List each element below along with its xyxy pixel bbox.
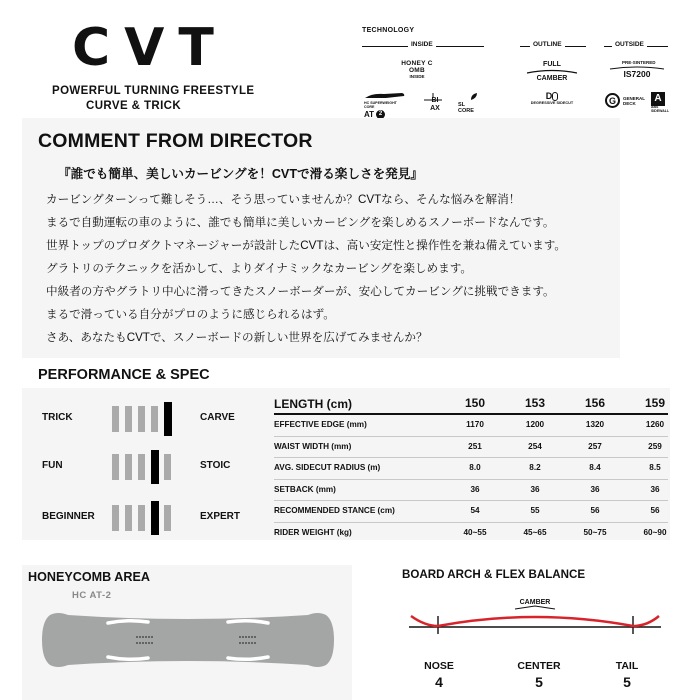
- comment-line: 世界トップのプロダクトマネージャーが設計したCVTは、高い安定性と操作性を兼ね備えています。: [46, 239, 566, 252]
- tech-group-inside: [362, 41, 484, 51]
- spec-cell: 54: [470, 506, 480, 515]
- comment-line: グラトリのテクニックを活かして、よりダイナミックなカービングを楽しめます。: [46, 262, 472, 275]
- rating-bar: [138, 406, 145, 432]
- product-logo: CVT: [72, 18, 228, 78]
- full-camber-label-2: CAMBER: [536, 75, 568, 83]
- camber-label: CAMBER: [519, 599, 551, 606]
- spec-cell: 50~75: [583, 527, 607, 537]
- rating-bar: [138, 505, 145, 531]
- camber-profile-diagram: [405, 588, 665, 648]
- tail-value: 5: [623, 674, 631, 690]
- rating-bar: [164, 454, 171, 480]
- comment-title: COMMENT FROM DIRECTOR: [38, 130, 313, 152]
- spec-cell: 254: [528, 441, 542, 451]
- spec-row-sidecut-radius: [274, 458, 668, 480]
- spec-length: 156: [584, 396, 606, 410]
- spec-row-recommended-stance: [274, 501, 668, 523]
- spec-row-label: WAIST WIDTH (mm): [274, 441, 352, 451]
- arch-title: BOARD ARCH & FLEX BALANCE: [402, 568, 586, 581]
- biax-label: BI AX: [430, 97, 440, 112]
- rating-row-fun-stoic: [22, 450, 252, 482]
- general-deck-label: GENERAL DECK: [623, 96, 645, 107]
- rating-right-label: STOIC: [200, 460, 231, 471]
- spec-cell: 60~90: [643, 527, 667, 537]
- rating-row-trick-carve: [22, 402, 252, 434]
- tech-group-outline: [520, 41, 586, 51]
- spec-row-rider-weight: [274, 523, 668, 545]
- degressive-label: DEGRESSIVE SIDECUT: [530, 101, 574, 106]
- spec-cell: 55: [530, 506, 540, 515]
- performance-title: PERFORMANCE & SPEC: [38, 367, 210, 383]
- rating-bar: [151, 406, 158, 432]
- rating-row-beginner-expert: [22, 501, 252, 533]
- base-icon: [608, 61, 666, 79]
- spec-cell: 259: [648, 441, 662, 451]
- spec-cell: 1320: [585, 420, 605, 429]
- comment-line: カービングターンって難しそう…、そう思っていませんか？CVTなら、そんな悩みを解消！: [46, 193, 521, 206]
- rating-bar: [125, 454, 132, 480]
- spec-cell: 251: [468, 441, 482, 451]
- nose-value: 4: [435, 674, 443, 690]
- honeycomb-subtitle: HC AT-2: [72, 590, 112, 601]
- abs-sidewall-a-icon: A: [651, 92, 665, 106]
- spec-row-label: RECOMMENDED STANCE (cm): [274, 506, 395, 515]
- board-silhouette-icon: [364, 92, 406, 100]
- comment-panel: [22, 118, 620, 358]
- spec-cell: 8.4: [589, 463, 601, 472]
- honeycomb-title: HONEYCOMB AREA: [28, 570, 150, 584]
- tech-outline-label: OUTLINE: [530, 41, 565, 48]
- spec-cell: 8.0: [469, 463, 481, 472]
- spec-cell: 36: [530, 484, 540, 494]
- comment-line: さあ、あなたもCVTで、スノーボードの新しい世界を広げてみませんか？: [46, 331, 428, 344]
- base-material-label: IS7200: [623, 68, 651, 79]
- spec-header-label: LENGTH (cm): [274, 397, 352, 411]
- rating-bar: [112, 505, 119, 531]
- honeycomb-inside-label: INSIDE: [409, 74, 425, 80]
- pre-sintered-label: PRE-SINTERED: [622, 60, 656, 65]
- spec-cell: 8.5: [649, 463, 661, 472]
- general-deck-g-icon: G: [605, 93, 620, 108]
- spec-row-label: AVG. SIDECUT RADIUS (m): [274, 463, 381, 472]
- center-value: 5: [535, 674, 543, 690]
- hc-core-num-badge: 2: [376, 110, 385, 119]
- spec-header-row: [274, 393, 668, 415]
- full-camber-icon: [523, 61, 581, 83]
- comment-line: 中級者の方やグラトリ中心に滑ってきたスノーボーダーが、安心してカービングに挑戦できます。: [46, 285, 555, 298]
- spec-cell: 40~55: [463, 527, 487, 537]
- rating-left-label: TRICK: [42, 412, 73, 423]
- spec-length: 153: [524, 396, 546, 410]
- spec-table: [274, 393, 668, 544]
- honeycomb-tech-icon: [400, 60, 434, 80]
- rating-left-label: BEGINNER: [42, 511, 95, 522]
- camber-arc-icon: [525, 69, 579, 74]
- spec-length: 150: [464, 396, 486, 410]
- spec-row-waist-width: [274, 437, 668, 459]
- comment-line: まるで自動運転の車のように、誰でも簡単に美しいカービングを楽しめるスノーボードなんです。: [46, 216, 555, 229]
- hc-core-model: AT: [364, 109, 375, 119]
- tagline-primary: POWERFUL TURNING FREESTYLE: [52, 85, 255, 97]
- board-shape: [42, 613, 334, 667]
- spec-cell: 56: [590, 506, 600, 515]
- rating-bar: [125, 505, 132, 531]
- sl-core-label: SL CORE: [458, 102, 474, 115]
- rating-bar-active: [151, 450, 159, 484]
- leaf-icon: [458, 92, 480, 101]
- rating-bar-active: [151, 501, 159, 535]
- sl-core-icon: [458, 92, 484, 115]
- spec-row-label: EFFECTIVE EDGE (mm): [274, 420, 367, 429]
- comment-headline: 『誰でも簡単、美しいカービングを！CVTで滑る楽しさを発見』: [58, 167, 423, 181]
- spec-length: 159: [644, 396, 666, 410]
- spec-cell: 1260: [645, 420, 665, 429]
- rating-bar-active: [164, 402, 172, 436]
- rating-left-label: FUN: [42, 460, 63, 471]
- spec-row-label: SETBACK (mm): [274, 484, 336, 494]
- spec-cell: 36: [470, 484, 480, 494]
- degressive-sidecut-icon: D DEGRESSIVE SIDECUT: [528, 92, 576, 106]
- rating-bar: [164, 505, 171, 531]
- rating-right-label: CARVE: [200, 412, 235, 423]
- rating-right-label: EXPERT: [200, 511, 241, 522]
- rating-bar: [112, 454, 119, 480]
- rating-bar: [138, 454, 145, 480]
- spec-cell: 56: [650, 506, 660, 515]
- abs-sidewall-label: ABS SIDEWALL: [651, 105, 670, 113]
- abs-sidewall-icon: [651, 92, 681, 114]
- hc-core-icon: [364, 92, 406, 119]
- spec-row-effective-edge: [274, 415, 668, 437]
- full-camber-label-1: FULL: [543, 61, 561, 68]
- hc-core-label: HC SUPERWEIGHT CORE: [364, 101, 397, 110]
- spec-cell: 1200: [525, 420, 545, 429]
- honeycomb-tech-label: HONEY COMB: [401, 60, 433, 75]
- spec-row-label: RIDER WEIGHT (kg): [274, 527, 352, 537]
- spec-cell: 36: [650, 484, 660, 494]
- tech-outside-label: OUTSIDE: [612, 41, 647, 48]
- nose-label: NOSE: [424, 660, 454, 672]
- spec-cell: 8.2: [529, 463, 541, 472]
- technology-title: TECHNOLOGY: [362, 27, 415, 34]
- tagline-secondary: CURVE & TRICK: [86, 100, 182, 112]
- board-honeycomb-diagram: [38, 605, 338, 675]
- spec-cell: 36: [590, 484, 600, 494]
- rating-bar: [112, 406, 119, 432]
- rating-bar: [125, 406, 132, 432]
- spec-cell: 1170: [466, 420, 484, 429]
- center-label: CENTER: [517, 660, 561, 672]
- spec-cell: 45~65: [523, 527, 547, 537]
- spec-row-setback: [274, 480, 668, 502]
- tail-label: TAIL: [615, 660, 639, 672]
- tech-group-outside: [604, 41, 668, 51]
- tech-inside-label: INSIDE: [408, 41, 436, 48]
- spec-cell: 257: [588, 441, 602, 451]
- comment-line: まるで滑っている自分がプロのように感じられるはず。: [46, 308, 335, 321]
